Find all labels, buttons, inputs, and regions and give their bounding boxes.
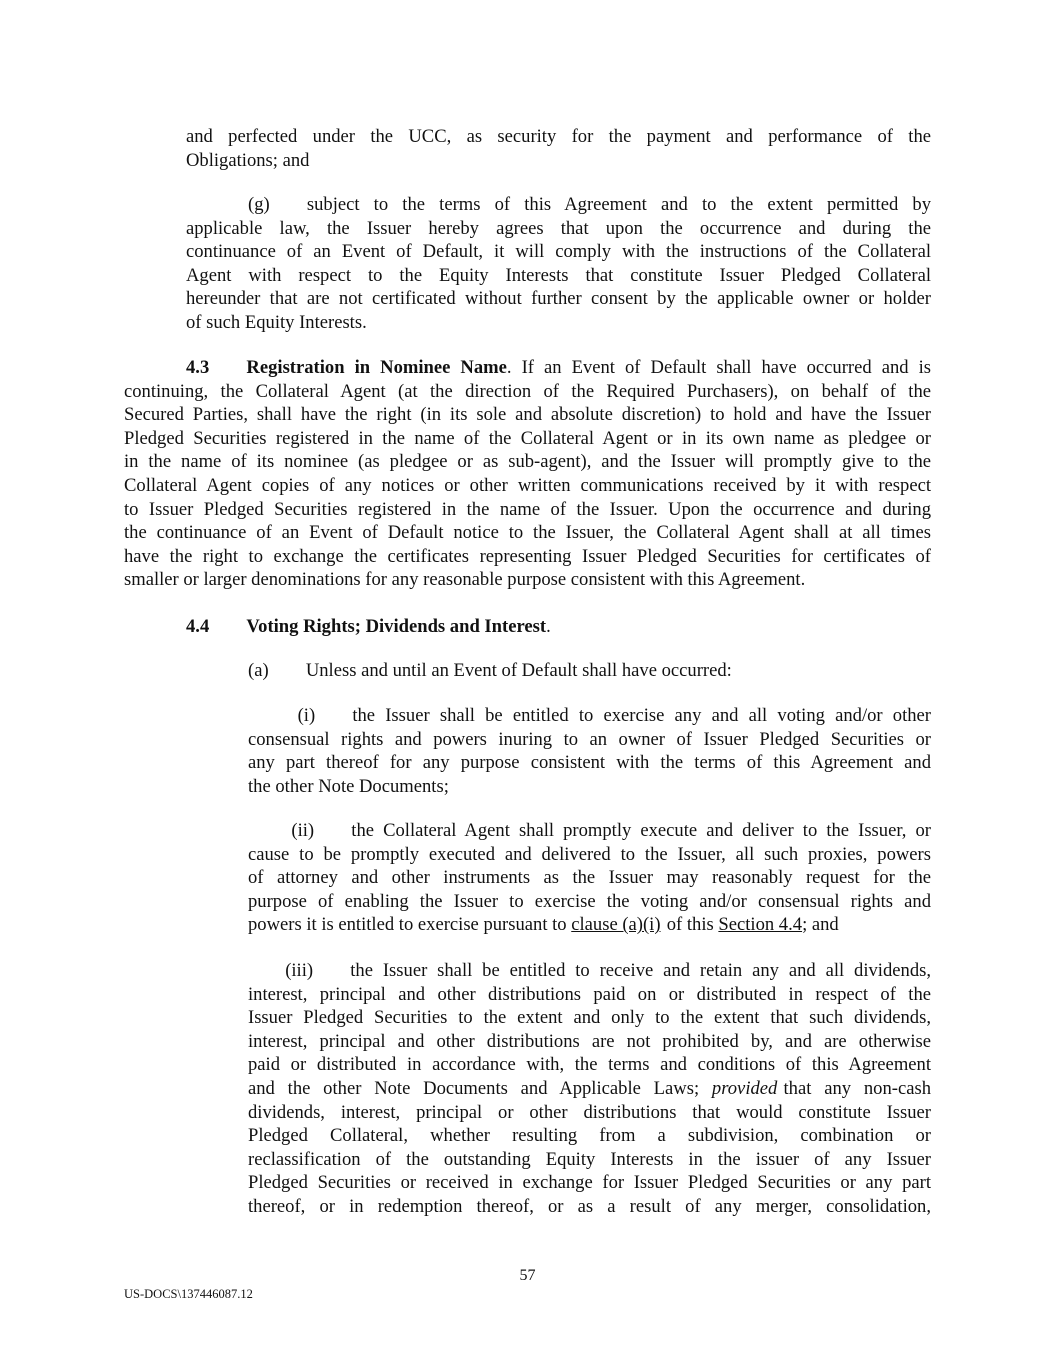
text-line xyxy=(248,1030,931,1054)
text-segment: (a) Unless and until an Event of Default shall have occurred: xyxy=(248,660,732,681)
text-line xyxy=(124,427,931,451)
text-segment: Agent with respect to the Equity Interests that constitute Issuer Pledged Collateral xyxy=(186,264,931,286)
cross-reference: clause (a)(i) xyxy=(571,914,661,936)
text-segment: have the right to exchange the certificates representing Issuer Pledged Securities for certificates of xyxy=(124,545,931,567)
text-segment: of attorney and other instruments as the Issuer may reasonably request for the xyxy=(248,867,931,889)
text-line xyxy=(186,193,931,217)
text-line xyxy=(186,264,931,288)
para-4-4-a xyxy=(248,659,931,683)
text-line xyxy=(124,545,931,569)
para-4-4-a-iii xyxy=(248,959,931,1219)
text-segment: smaller or larger denominations for any reasonable purpose consistent with this Agreement. xyxy=(124,569,806,591)
text-segment: applicable law, the Issuer hereby agrees that upon the occurrence and during the xyxy=(186,217,931,239)
text-segment: interest, principal and other distributions paid on or distributed in respect of the xyxy=(248,983,931,1005)
text-segment: Obligations; and xyxy=(186,149,310,171)
text-segment: interest, principal and other distributions are not prohibited by, and are otherwise xyxy=(248,1030,931,1052)
text-line xyxy=(186,217,931,241)
text-line xyxy=(124,403,931,427)
text-line xyxy=(186,149,931,173)
text-line xyxy=(248,866,931,890)
text-line xyxy=(248,890,931,914)
text-segment: to Issuer Pledged Securities registered in the name of the Issuer. Upon the occurrence and during xyxy=(124,498,931,520)
text-line xyxy=(248,775,931,799)
para-continuation xyxy=(186,125,931,172)
text-segment: hereunder that are not certificated without further consent by the applicable owner or holder xyxy=(186,288,931,310)
text-line xyxy=(248,913,931,937)
text-line xyxy=(248,819,931,843)
text-line xyxy=(248,751,931,775)
text-segment: Pledged Securities or received in exchange for Issuer Pledged Securities or any part xyxy=(248,1172,931,1194)
document-id: US-DOCS\137446087.12 xyxy=(124,1287,253,1301)
text-segment: reclassification of the outstanding Equity Interests in the issuer of any Issuer xyxy=(248,1148,931,1170)
text-line xyxy=(248,1101,931,1125)
text-line xyxy=(124,568,931,592)
text-segment: dividends, interest, principal or other distributions that would constitute Issuer xyxy=(248,1101,931,1123)
cross-reference: Section 4.4 xyxy=(718,914,803,936)
text-segment: Pledged Securities registered in the name of the Collateral Agent or in its own name as pledgee or xyxy=(124,427,931,449)
text-segment: and perfected under the UCC, as security for the payment and performance of the xyxy=(186,126,931,147)
para-g xyxy=(186,193,931,335)
text-line xyxy=(248,1006,931,1030)
emphasis: provided xyxy=(711,1077,778,1099)
text-line xyxy=(248,1124,931,1148)
text-line xyxy=(186,240,931,264)
text-segment: continuing, the Collateral Agent (at the direction of the Required Purchasers), on behalf of the xyxy=(124,380,931,402)
text-segment: and the other Note Documents and Applicable Laws; xyxy=(248,1077,712,1099)
text-line xyxy=(124,356,931,380)
text-segment: . xyxy=(546,616,551,637)
text-segment: cause to be promptly executed and delivered to the Issuer, all such proxies, powers xyxy=(248,843,931,865)
text-segment: that any non-cash xyxy=(783,1077,931,1099)
text-line xyxy=(248,843,931,867)
text-line xyxy=(248,704,931,728)
text-segment: the other Note Documents; xyxy=(248,775,449,797)
text-line xyxy=(248,1077,931,1101)
text-segment: Issuer Pledged Securities to the extent and only to the extent that such dividends, xyxy=(248,1007,931,1029)
text-line xyxy=(248,1195,931,1219)
text-line xyxy=(186,125,931,149)
text-segment: purpose of enabling the Issuer to exercise the voting and/or consensual rights and xyxy=(248,890,931,912)
text-segment: Secured Parties, shall have the right (in its sole and absolute discretion) to hold and have the Issuer xyxy=(124,404,931,426)
text-line xyxy=(248,959,931,983)
para-4-4-a-i xyxy=(248,704,931,798)
text-line xyxy=(124,474,931,498)
text-segment: powers it is entitled to exercise pursuant to xyxy=(248,914,572,936)
text-line xyxy=(248,659,931,683)
text-segment: Collateral Agent copies of any notices or other written communications received by it with respect xyxy=(124,474,931,496)
text-segment: thereof, or in redemption thereof, or as a result of any merger, consolidation, xyxy=(248,1195,931,1217)
text-segment: (iii) the Issuer shall be entitled to receive and retain any and all dividends, xyxy=(285,960,931,981)
text-segment: continuance of an Event of Default, it will comply with the instructions of the Collateral xyxy=(186,241,931,263)
text-line xyxy=(248,983,931,1007)
section-4-3 xyxy=(124,356,931,592)
text-line xyxy=(248,1053,931,1077)
text-line xyxy=(186,615,931,639)
text-line xyxy=(248,728,931,752)
para-4-4-a-ii xyxy=(248,819,931,937)
text-line xyxy=(248,1148,931,1172)
text-segment: Pledged Collateral, whether resulting from a subdivision, combination or xyxy=(248,1125,931,1147)
text-segment: consensual rights and powers inuring to an owner of Issuer Pledged Securities or xyxy=(248,728,931,750)
section-4-4-heading xyxy=(186,615,931,639)
bold-heading: 4.3 Registration in Nominee Name xyxy=(186,357,507,378)
text-segment: paid or distributed in accordance with, the terms and conditions of this Agreement xyxy=(248,1054,931,1076)
text-line xyxy=(124,498,931,522)
text-segment: of such Equity Interests. xyxy=(186,311,367,333)
text-line xyxy=(124,521,931,545)
text-line xyxy=(248,1171,931,1195)
text-segment: of this xyxy=(666,914,719,936)
text-line xyxy=(124,450,931,474)
text-segment: (g) subject to the terms of this Agreement and to the extent permitted by xyxy=(248,194,931,215)
text-segment xyxy=(124,357,186,378)
text-segment: ; and xyxy=(802,914,839,936)
text-segment: any part thereof for any purpose consistent with the terms of this Agreement and xyxy=(248,752,931,774)
text-line xyxy=(186,311,931,335)
text-segment: (i) the Issuer shall be entitled to exercise any and all voting and/or other xyxy=(297,705,931,726)
text-segment: in the name of its nominee (as pledgee or as sub-agent), and the Issuer will promptly give to the xyxy=(124,451,931,473)
text-segment: the continuance of an Event of Default notice to the Issuer, the Collateral Agent shall at all times xyxy=(124,522,931,544)
text-segment: . If an Event of Default shall have occurred and is xyxy=(506,357,931,378)
page-number: 57 xyxy=(519,1267,536,1284)
text-line xyxy=(124,380,931,404)
text-line xyxy=(186,287,931,311)
text-segment: (ii) the Collateral Agent shall promptly execute and deliver to the Issuer, or xyxy=(291,820,931,841)
bold-heading: 4.4 Voting Rights; Dividends and Interest xyxy=(186,616,547,637)
